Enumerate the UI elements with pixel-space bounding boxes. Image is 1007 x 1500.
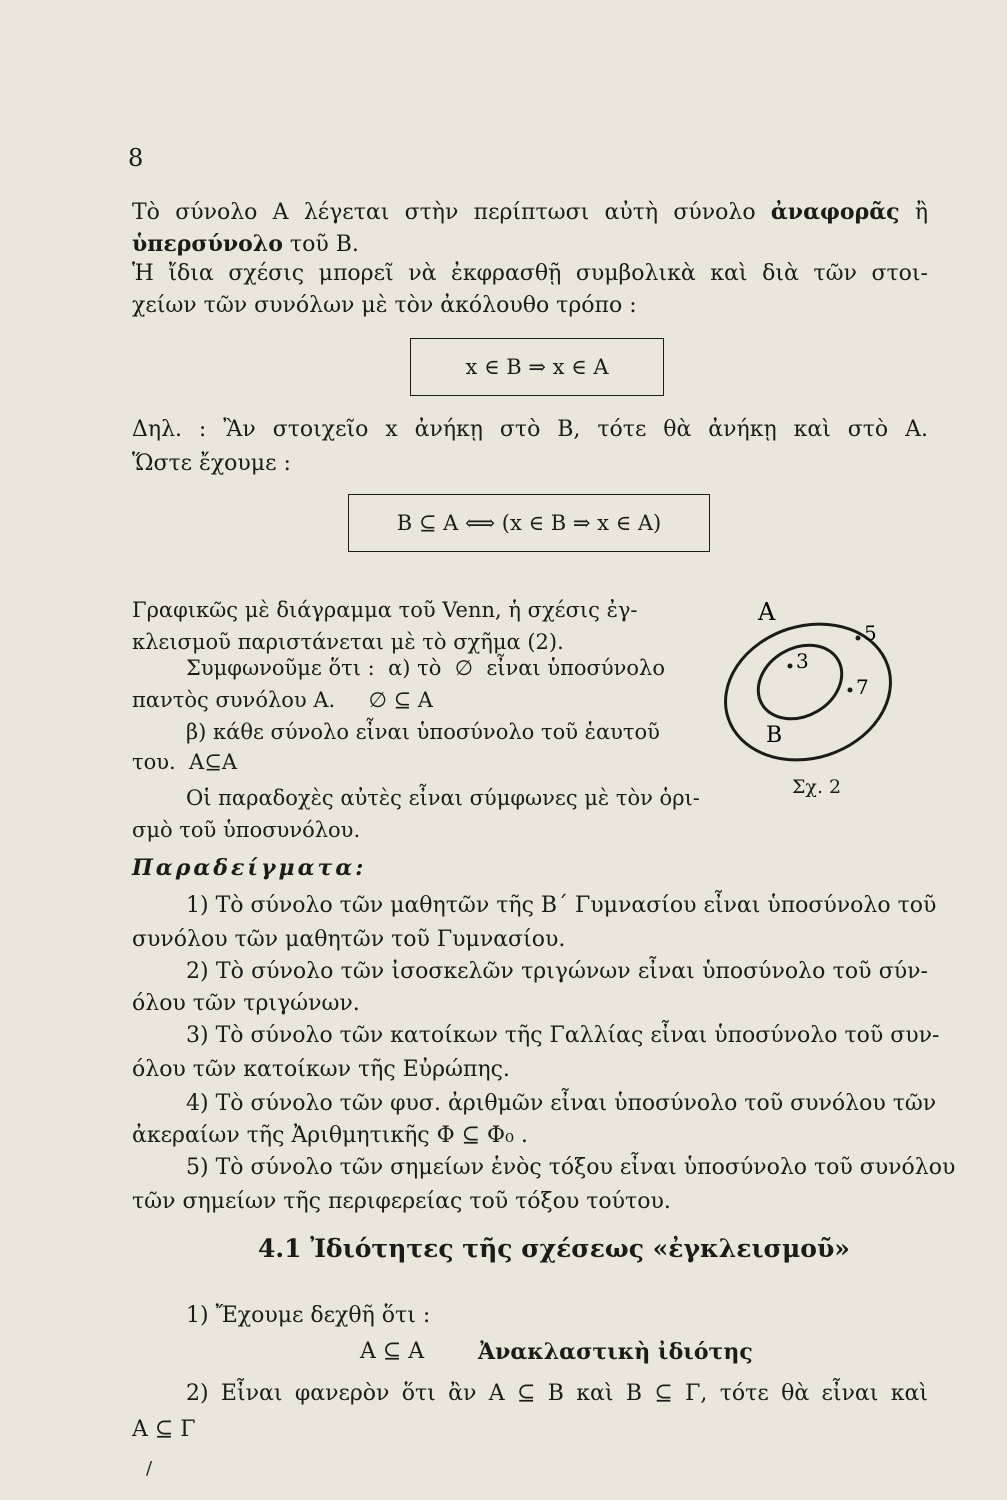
example-2-line-2: όλου τῶν τριγώνων.: [132, 991, 360, 1016]
venn-text-line-5: β) κάθε σύνολο εἶναι ὑποσύνολο τοῦ ἑαυτοῦ: [186, 720, 660, 744]
conjunction: ἢ: [914, 200, 929, 225]
property-2-line-1: 2) Εἶναι φανερὸν ὅτι ἂν Α ⊆ Β καὶ Β ⊆ Γ, τότε θὰ εἶναι καὶ: [186, 1381, 928, 1406]
paragraph-1-text: Τὸ σύνολο Α λέγεται στὴν περίπτωσι αὐτὴ σύνολο: [132, 200, 756, 225]
paragraph-1-line-1: [132, 196, 928, 229]
formula-box-2: B ⊆ A ⟺ (x ∈ B ⇒ x ∈ A): [348, 494, 710, 552]
venn-text-line-7: Οἱ παραδοχὲς αὐτὲς εἶναι σύμφωνες μὲ τὸν ὁρι-: [186, 786, 700, 810]
property-2-line-2: Α ⊆ Γ: [132, 1417, 196, 1442]
element-5: 5: [864, 621, 877, 645]
venn-text-line-2: κλεισμοῦ παριστάνεται μὲ τὸ σχῆμα (2).: [132, 630, 564, 654]
element-7: 7: [856, 675, 869, 699]
page-number: 8: [128, 144, 144, 172]
example-3-line-2: όλου τῶν κατοίκων τῆς Εὐρώπης.: [132, 1057, 510, 1082]
venn-text-line-4: παντὸς συνόλου Α. ∅ ⊆ Α: [132, 688, 433, 712]
term-reference-set: ἀναφορᾶς: [770, 199, 900, 225]
set-b-outline: [745, 631, 855, 734]
paragraph-2-line-2: χείων τῶν συνόλων μὲ τὸν ἀκόλουθο τρόπο :: [132, 293, 637, 318]
paragraph-1-tail: τοῦ Β.: [289, 232, 359, 257]
example-5-line-1: 5) Τὸ σύνολο τῶν σημείων ἑνὸς τόξου εἶναι ὑποσύνολο τοῦ συνόλου: [186, 1155, 956, 1180]
examples-heading: Παραδείγματα:: [132, 855, 367, 881]
property-1-intro: 1) Ἔχουμε δεχθῆ ὅτι :: [186, 1303, 431, 1328]
venn-text-line-6: του. Α⊆Α: [132, 750, 237, 774]
set-a-outline: [708, 603, 908, 770]
so-we-have-line: Ὥστε ἔχουμε :: [132, 451, 291, 476]
point-3: [788, 664, 793, 669]
example-1-line-1: 1) Τὸ σύνολο τῶν μαθητῶν τῆς Β΄ Γυμνασίου εἶναι ὑποσύνολο τοῦ: [186, 893, 937, 918]
example-4-line-2: ἀκεραίων τῆς Ἀριθμητικῆς Φ ⊆ Φ₀ .: [132, 1123, 528, 1148]
label-set-b: B: [766, 723, 783, 748]
element-3: 3: [796, 649, 809, 673]
stray-mark: /: [146, 1458, 153, 1479]
paragraph-1-line-2: [132, 228, 359, 261]
label-set-a: A: [758, 598, 776, 626]
paragraph-2-line-1: Ἡ ἴδια σχέσις μπορεῖ νὰ ἐκφρασθῇ συμβολικὰ καὶ διὰ τῶν στοι-: [132, 261, 928, 286]
venn-diagram: [708, 590, 908, 770]
term-superset: ὑπερσύνολο: [132, 231, 283, 257]
section-title: 4.1 Ἰδιότητες τῆς σχέσεως «ἐγκλεισμοῦ»: [258, 1234, 850, 1263]
property-1-formula: Α ⊆ Α: [360, 1339, 425, 1364]
example-3-line-1: 3) Τὸ σύνολο τῶν κατοίκων τῆς Γαλλίας εἶναι ὑποσύνολο τοῦ συν-: [186, 1023, 940, 1048]
venn-text-line-3: Συμφωνοῦμε ὅτι : α) τὸ ∅ εἶναι ὑποσύνολο: [186, 656, 666, 680]
venn-text-line-8: σμὸ τοῦ ὑποσυνόλου.: [132, 818, 361, 842]
venn-text-line-1: Γραφικῶς μὲ διάγραμμα τοῦ Venn, ἡ σχέσις ἐγ-: [132, 598, 638, 622]
figure-caption: Σχ. 2: [792, 776, 842, 798]
formula-box-1: x ∈ B ⇒ x ∈ A: [410, 338, 664, 396]
property-1-name: Ἀνακλαστικὴ ἰδιότης: [478, 1339, 753, 1365]
example-4-line-1: 4) Τὸ σύνολο τῶν φυσ. ἀριθμῶν εἶναι ὑποσύνολο τοῦ συνόλου τῶν: [186, 1091, 937, 1116]
explanation-line: Δηλ. : Ἂν στοιχεῖο x ἀνήκῃ στὸ Β, τότε θὰ ἀνήκῃ καὶ στὸ Α.: [132, 417, 928, 442]
point-5: [856, 636, 861, 641]
example-5-line-2: τῶν σημείων τῆς περιφερείας τοῦ τόξου τούτου.: [132, 1189, 671, 1214]
point-7: [848, 688, 853, 693]
example-1-line-2: συνόλου τῶν μαθητῶν τοῦ Γυμνασίου.: [132, 927, 566, 952]
example-2-line-1: 2) Τὸ σύνολο τῶν ἰσοσκελῶν τριγώνων εἶναι ὑποσύνολο τοῦ σύν-: [186, 959, 928, 984]
